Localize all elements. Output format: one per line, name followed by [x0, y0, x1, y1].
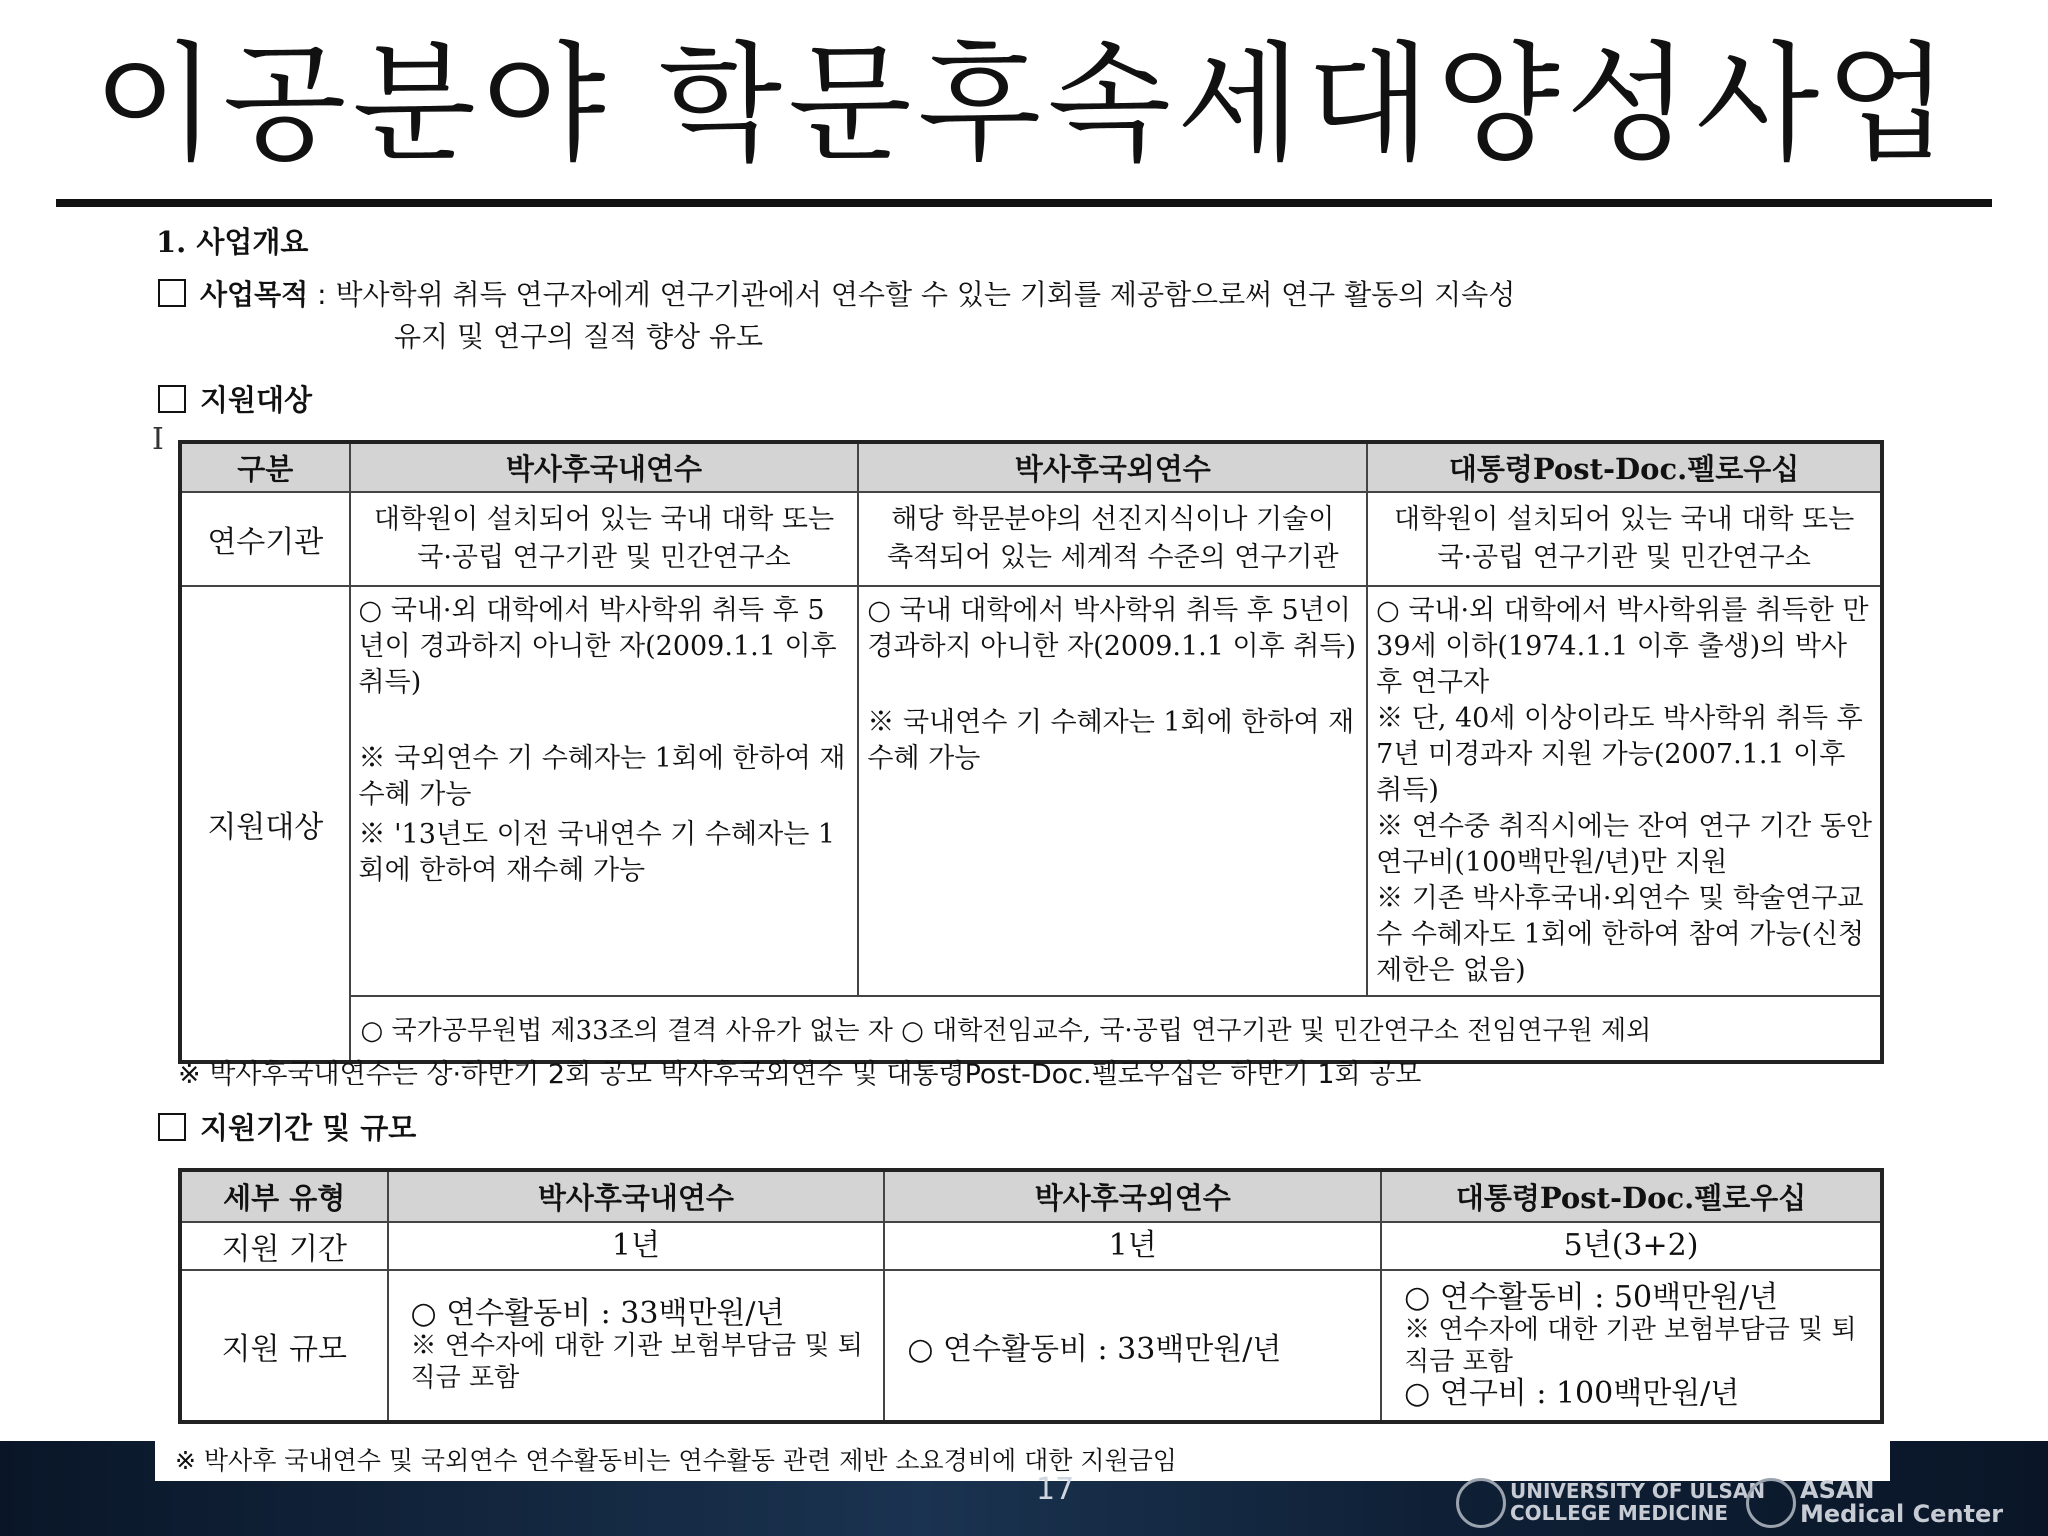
university-logo — [1510, 1480, 1765, 1524]
period-heading: 지원기간 및 규모 — [200, 1111, 417, 1145]
list-item: ○ 연구비 : 100백만원/년 — [1404, 1375, 1740, 1411]
row-label-period: 지원 기간 — [180, 1222, 388, 1270]
cell-line: 국·공립 연구기관 및 민간연구소 — [417, 542, 791, 573]
target-overseas — [858, 586, 1367, 996]
list-item: ※ 기존 박사후국내·외연수 및 학술연구교수 수혜자도 1회에 한하여 참여 가능(신청제한은 없음) — [1376, 883, 1865, 986]
header-overseas: 박사후국외연수 — [858, 442, 1367, 492]
title-divider — [56, 199, 1992, 207]
institution-domestic — [350, 492, 859, 586]
target-note: ※ 박사후국내연수는 상·하반기 2회 공모 박사후국외연수 및 대통령Post-Doc.펠로우십은 하반기 1회 공모 — [178, 1059, 1422, 1090]
cell-line: 국·공립 연구기관 및 민간연구소 — [1437, 542, 1811, 573]
target-fellowship — [1367, 586, 1882, 996]
period-fellowship: 5년(3+2) — [1381, 1222, 1882, 1270]
section-heading-overview: 1. 사업개요 — [156, 225, 309, 259]
checkbox-square-icon — [158, 1113, 186, 1141]
purpose-separator: : — [308, 278, 336, 311]
list-item: ※ 국외연수 기 수혜자는 1회에 한하여 재수혜 가능 — [358, 743, 846, 810]
target-heading: 지원대상 — [200, 383, 313, 417]
hospital-logo-line2: Medical Center — [1800, 1500, 2004, 1528]
purpose-line1: 박사학위 취득 연구자에게 연구기관에서 연수할 수 있는 기회를 제공함으로써 연구 활동의 지속성 — [335, 278, 1516, 311]
cell-line: 대학원이 설치되어 있는 국내 대학 또는 — [373, 504, 835, 535]
list-item: ○ 연수활동비 : 50백만원/년 — [1404, 1279, 1779, 1315]
university-logo-line2: COLLEGE MEDICINE — [1510, 1501, 1728, 1525]
list-item: ○ 국내·외 대학에서 박사학위를 취득한 만 39세 이하(1974.1.1 이후 출생)의 박사 후 연구자 — [1376, 595, 1869, 698]
header-type: 세부 유형 — [180, 1170, 388, 1222]
list-item: ※ 연수중 취직시에는 잔여 연구 기간 동안 연구비(100백만원/년)만 지원 — [1376, 811, 1872, 878]
list-item: ○ 국내·외 대학에서 박사학위 취득 후 5년이 경과하지 아니한 자(2009.1.1 이후 취득) — [358, 595, 837, 698]
target-domestic — [350, 586, 859, 996]
checkbox-square-icon — [158, 385, 186, 413]
institution-overseas — [858, 492, 1367, 586]
hospital-emblem-icon — [1746, 1478, 1796, 1528]
list-item: ※ 국내연수 기 수혜자는 1회에 한하여 재수혜 가능 — [867, 707, 1355, 774]
list-item: ※ 연수자에 대한 기관 보험부담금 및 퇴직금 포함 — [1404, 1314, 1857, 1377]
row-label-scale: 지원 규모 — [180, 1270, 388, 1422]
institution-fellowship — [1367, 492, 1882, 586]
scale-note: ※ 박사후 국내연수 및 국외연수 연수활동비는 연수활동 관련 제반 소요경비에 대한 지원금임 — [155, 1441, 1890, 1481]
list-item: ※ 단, 40세 이상이라도 박사학위 취득 후 7년 미경과자 지원 가능(2007.1.1 이후 취득) — [1376, 703, 1863, 806]
row-label-institution: 연수기관 — [180, 492, 350, 586]
cell-line: 축적되어 있는 세계적 수준의 연구기관 — [886, 542, 1339, 573]
section-heading-period — [158, 1106, 416, 1147]
scale-domestic — [388, 1270, 885, 1422]
text-cursor-icon: I — [152, 422, 164, 457]
purpose-label: 사업목적 — [200, 278, 309, 311]
scale-overseas: ○ 연수활동비 : 33백만원/년 — [884, 1270, 1381, 1422]
hospital-logo — [1800, 1478, 2003, 1526]
table-row-target — [180, 586, 1882, 996]
period-scale-table — [178, 1168, 1884, 1424]
list-item: ※ '13년도 이전 국내연수 기 수혜자는 1회에 한하여 재수혜 가능 — [358, 819, 836, 886]
table-header-row — [180, 1170, 1882, 1222]
purpose-line2: 유지 및 연구의 질적 향상 유도 — [394, 320, 764, 353]
hospital-logo-line1: ASAN — [1800, 1476, 1875, 1504]
header-category: 구분 — [180, 442, 350, 492]
list-item: ※ 연수자에 대한 기관 보험부담금 및 퇴직금 포함 — [410, 1330, 863, 1393]
table-row-period — [180, 1222, 1882, 1270]
university-logo-line1: UNIVERSITY OF ULSAN — [1510, 1479, 1766, 1503]
header-domestic: 박사후국내연수 — [350, 442, 859, 492]
checkbox-square-icon — [158, 279, 186, 307]
period-domestic: 1년 — [388, 1222, 885, 1270]
row-label-target: 지원대상 — [180, 586, 350, 1062]
table-header-row — [180, 442, 1882, 492]
page-title: 이공분야 학문후속세대양성사업 — [93, 30, 1955, 179]
header-overseas: 박사후국외연수 — [884, 1170, 1381, 1222]
header-domestic: 박사후국내연수 — [388, 1170, 885, 1222]
list-item: ○ 국내 대학에서 박사학위 취득 후 5년이 경과하지 아니한 자(2009.1.1 이후 취득) — [867, 595, 1356, 662]
target-common: ○ 국가공무원법 제33조의 결격 사유가 없는 자 ○ 대학전임교수, 국·공립 연구기관 및 민간연구소 전임연구원 제외 — [350, 996, 1882, 1062]
purpose-block — [158, 274, 1898, 358]
university-seal-icon — [1456, 1478, 1506, 1528]
table-row-institution — [180, 492, 1882, 586]
table-row-scale — [180, 1270, 1882, 1422]
header-fellowship: 대통령Post-Doc.펠로우십 — [1367, 442, 1882, 492]
list-item: ○ 연수활동비 : 33백만원/년 — [410, 1295, 785, 1331]
support-target-table — [178, 440, 1884, 1064]
header-fellowship: 대통령Post-Doc.펠로우십 — [1381, 1170, 1882, 1222]
cell-line: 대학원이 설치되어 있는 국내 대학 또는 — [1393, 504, 1855, 535]
period-overseas: 1년 — [884, 1222, 1381, 1270]
page-number: 17 — [1036, 1472, 1075, 1507]
cell-line: 해당 학문분야의 선진지식이나 기술이 — [891, 504, 1335, 535]
section-heading-target — [158, 378, 312, 419]
scale-fellowship — [1381, 1270, 1882, 1422]
